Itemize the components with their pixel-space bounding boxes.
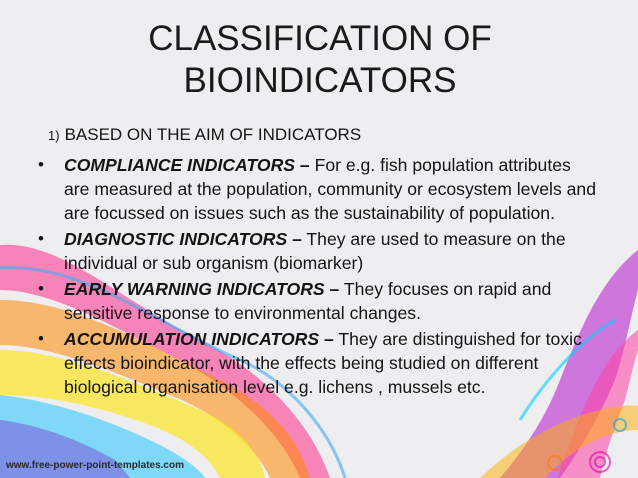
bullet-text: For e.g. fish population attributes are measured at the population, community or ecosystem levels and are focussed on issues such as the sustainability of population.	[64, 155, 596, 223]
bullet-term: COMPLIANCE INDICATORS –	[64, 155, 310, 175]
bullet-dot-icon: •	[38, 155, 44, 174]
bullet-item	[38, 153, 598, 225]
subheading-text: BASED ON THE AIM OF INDICATORS	[64, 125, 362, 144]
subheading	[48, 124, 361, 147]
bullet-list	[38, 153, 598, 401]
title-line-1: CLASSIFICATION OF	[148, 19, 492, 58]
bullet-text: They are distinguished for toxic effects bioindicator, with the effects being studied on different biological organisation level e.g. lichens , mussels etc.	[64, 329, 582, 397]
bullet-term: EARLY WARNING INDICATORS –	[64, 279, 340, 299]
slide-title	[100, 18, 540, 102]
bullet-dot-icon: •	[38, 229, 44, 248]
bullet-item	[38, 277, 598, 325]
subheading-number: 1)	[48, 128, 60, 143]
bullet-term: ACCUMULATION INDICATORS –	[64, 329, 334, 349]
bullet-text: They focuses on rapid and sensitive response to environmental changes.	[64, 279, 552, 323]
footer-url: www.free-power-point-templates.com	[6, 460, 184, 471]
bullet-item	[38, 327, 598, 399]
bullet-dot-icon: •	[38, 329, 44, 348]
bullet-text: They are used to measure on the individual or sub organism (biomarker)	[64, 229, 566, 273]
bullet-term: DIAGNOSTIC INDICATORS –	[64, 229, 302, 249]
title-line-2: BIOINDICATORS	[183, 61, 457, 100]
bullet-item	[38, 227, 598, 275]
bullet-dot-icon: •	[38, 279, 44, 298]
